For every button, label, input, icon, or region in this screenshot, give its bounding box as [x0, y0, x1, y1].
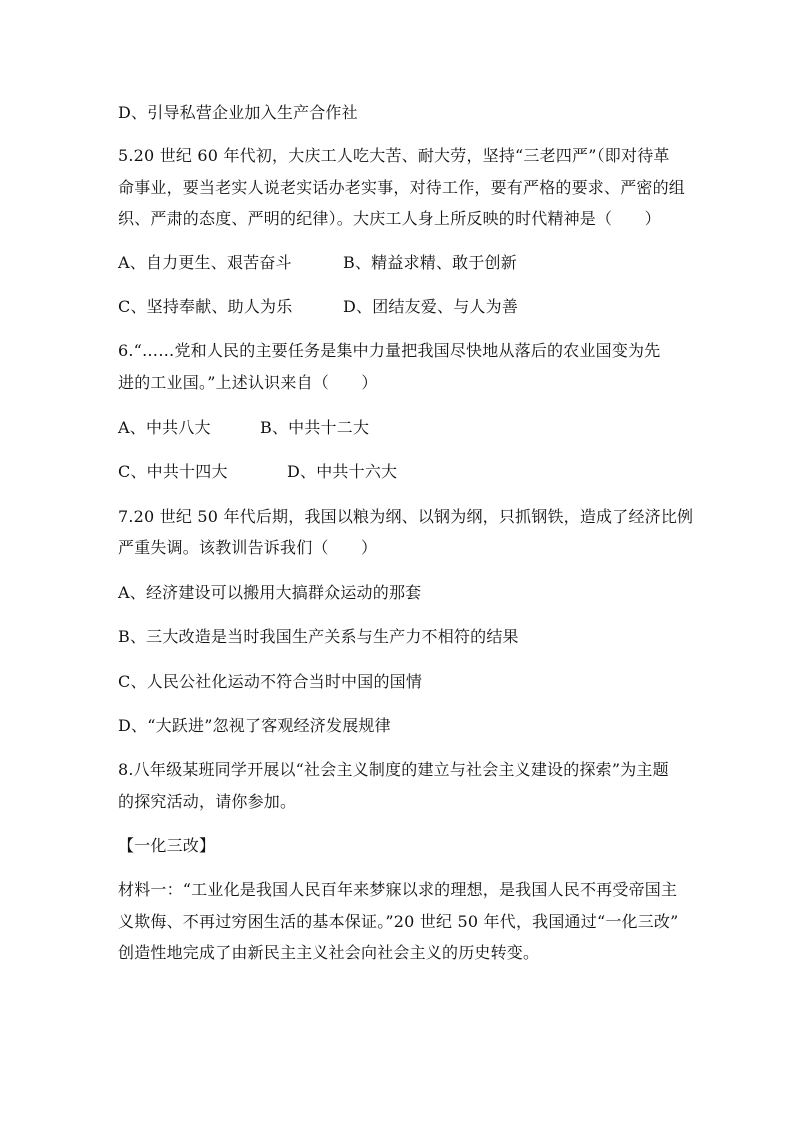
q7-option-a: A、经济建设可以搬用大搞群众运动的那套	[118, 583, 422, 602]
q5-option-b: B、精益求精、敢于创新	[343, 253, 517, 272]
q5-option-a: A、自力更生、艰苦奋斗	[118, 253, 292, 272]
material-one-line-3: 创造性地完成了由新民主主义社会向社会主义的历史转变。	[118, 943, 540, 962]
q8-stem-line-1: 8.八年级某班同学开展以“社会主义制度的建立与社会主义建设的探索”为主题	[118, 760, 669, 779]
section-heading: 【一化三改】	[118, 836, 216, 855]
q5-stem-line-2: 命事业，要当老实人说老实话办老实事，对待工作，要有严格的要求、严密的组	[118, 178, 686, 197]
q5-stem-line-3: 织、严肃的态度、严明的纪律）。大庆工人身上所反映的时代精神是（ ）	[118, 209, 661, 228]
q6-option-b: B、中共十二大	[260, 418, 370, 437]
q8-stem-line-2: 的探究活动，请你参加。	[118, 792, 297, 811]
q6-option-d: D、中共十六大	[287, 462, 398, 481]
q7-option-c: C、人民公社化运动不符合当时中国的国情	[118, 672, 423, 691]
q4-option-d: D、引导私营企业加入生产合作社	[118, 103, 358, 122]
material-one-line-2: 义欺侮、不再过穷困生活的基本保证。”20 世纪 50 年代，我国通过“一化三改”	[118, 912, 679, 931]
q6-option-a: A、中共八大	[118, 418, 211, 437]
q6-option-c: C、中共十四大	[118, 462, 228, 481]
material-one-line-1: 材料一：“工业化是我国人民百年来梦寐以求的理想，是我国人民不再受帝国主	[118, 880, 678, 899]
q5-stem-line-1: 5.20 世纪 60 年代初，大庆工人吃大苦、耐大劳，坚持“三老四严”（即对待革	[118, 146, 670, 165]
q5-option-d: D、团结友爱、与人为善	[343, 297, 519, 316]
q6-stem-line-1: 6.“……党和人民的主要任务是集中力量把我国尽快地从落后的农业国变为先	[118, 341, 661, 360]
q5-option-c: C、坚持奉献、助人为乐	[118, 297, 293, 316]
q7-option-d: D、“大跃进”忽视了客观经济发展规律	[118, 716, 391, 735]
q7-stem-line-2: 严重失调。该教训告诉我们（ ）	[118, 538, 378, 557]
q6-stem-line-2: 进的工业国。”上述认识来自（ ）	[118, 373, 378, 392]
q7-option-b: B、三大改造是当时我国生产关系与生产力不相符的结果	[118, 627, 519, 646]
q7-stem-line-1: 7.20 世纪 50 年代后期，我国以粮为纲、以钢为纲，只抓钢铁，造成了经济比例	[118, 507, 694, 526]
